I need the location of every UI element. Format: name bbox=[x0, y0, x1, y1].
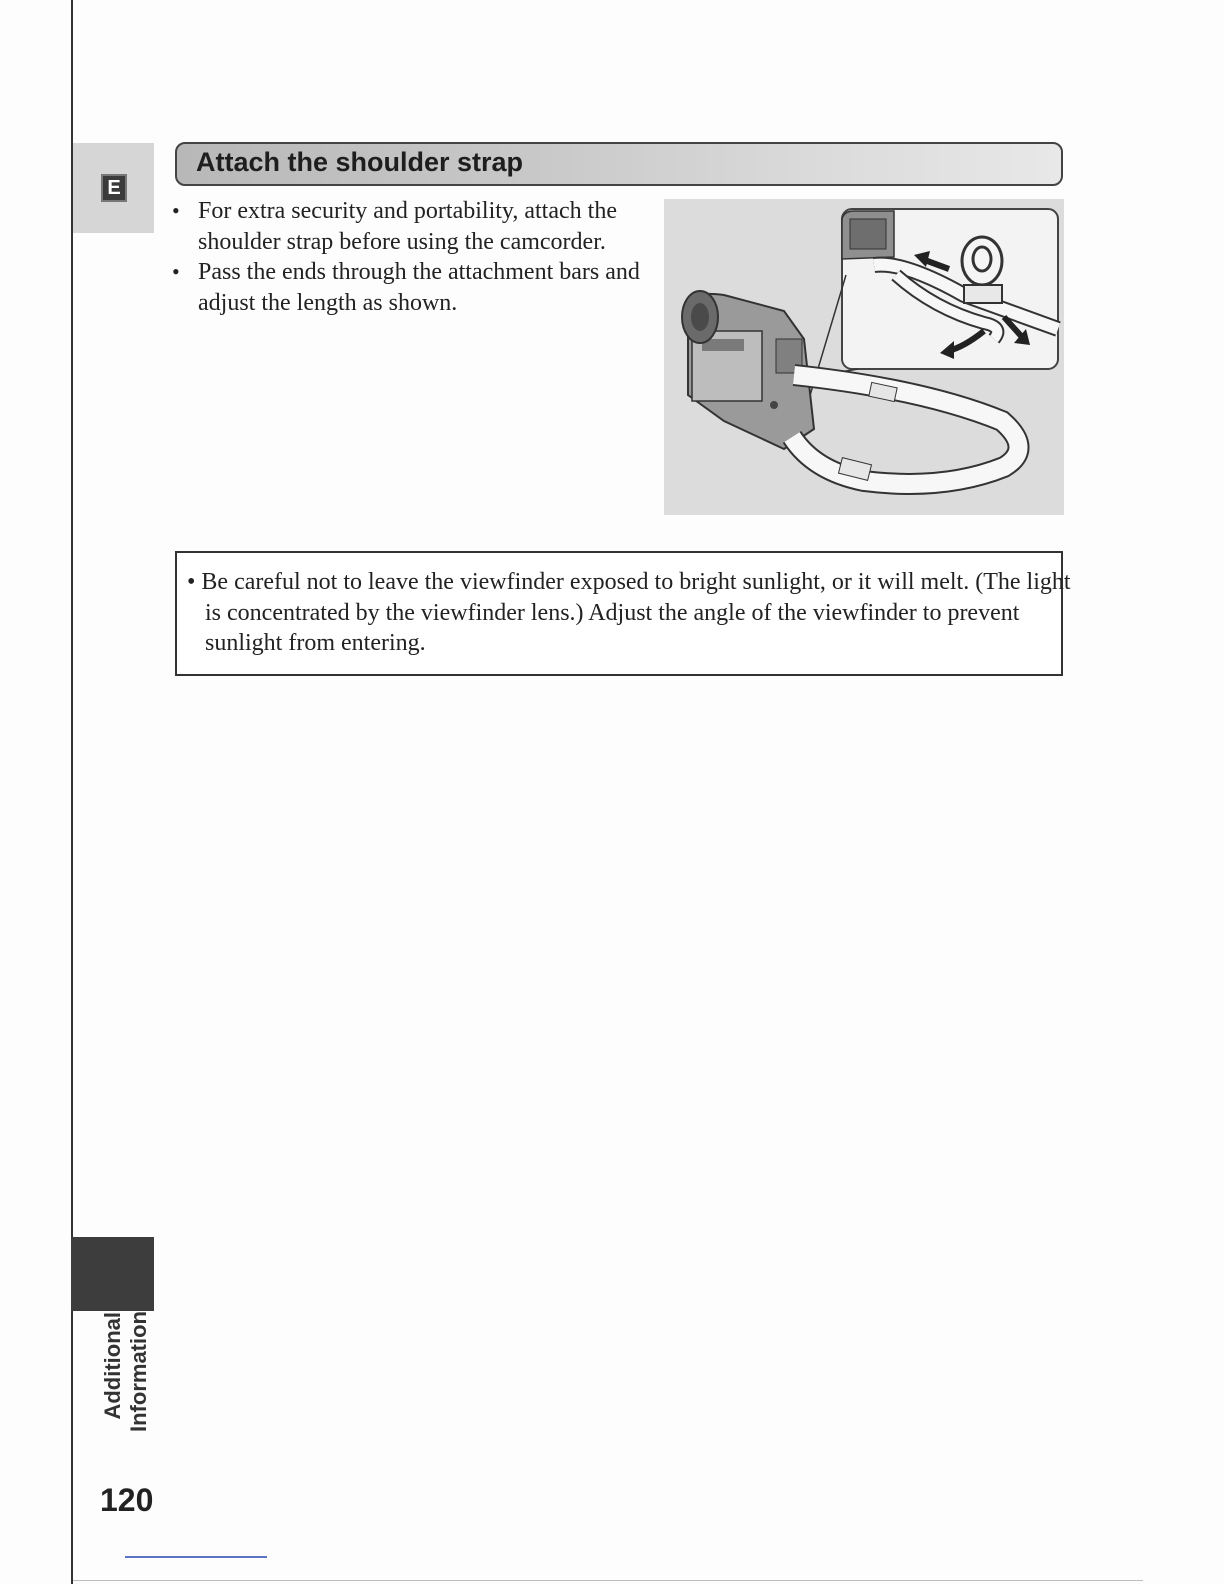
section-header bbox=[175, 142, 1063, 186]
language-badge: E bbox=[101, 174, 127, 202]
chapter-label bbox=[100, 1312, 152, 1432]
chapter-label-line1: Additional bbox=[100, 1312, 125, 1420]
list-item: • For extra security and portability, attach the shoulder strap before using the camcorder. bbox=[170, 196, 640, 257]
left-margin-rule bbox=[71, 0, 73, 1584]
caution-box bbox=[175, 551, 1071, 676]
camcorder-strap-icon bbox=[664, 199, 1064, 515]
camcorder-strap-illustration bbox=[664, 199, 1064, 515]
footer-rule bbox=[73, 1580, 1143, 1581]
section-title: Attach the shoulder strap bbox=[196, 147, 524, 177]
chapter-label-line2: Information bbox=[126, 1311, 151, 1432]
footer-link-line bbox=[125, 1556, 267, 1558]
caution-text: • Be careful not to leave the viewfinder exposed to bright sunlight, or it will melt. (The light is concentrated by the viewfinder lens.) Adjust the angle of the viewfinder to prevent sunlight from entering. bbox=[187, 569, 1071, 656]
page-number: 120 bbox=[100, 1482, 154, 1518]
list-item: • Pass the ends through the attachment bars and adjust the length as shown. bbox=[170, 257, 640, 318]
chapter-marker bbox=[71, 1237, 154, 1311]
instruction-list bbox=[170, 196, 640, 318]
